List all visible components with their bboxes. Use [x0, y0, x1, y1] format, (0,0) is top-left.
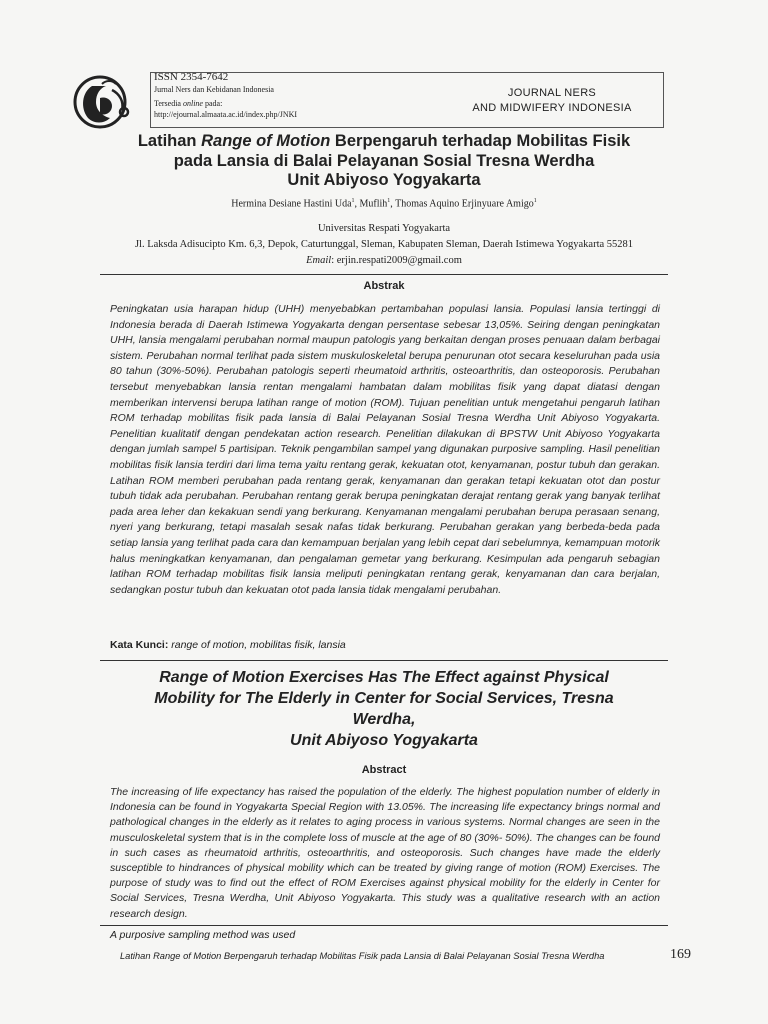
abstract-body: The increasing of life expectancy has raised the population of the elderly. The highest population number of elderly in Indonesia can be found in Yogyakarta Special Region with 13.05%. The increasing life expectancy brings normal and pathological changes in the elderly as it relates to aging process in various systems. Normal changes are seen in the musculoskeletal system that is in the complete loss of muscle at the age of 80 (30%- 50%). The changes can be found in such cases as rheumatoid arthritis, osteoarthritis, and osteoporosis. Such changes have made the elderly susceptible to hindrances of physical mobility which can be treated by giving range of motion (ROM) Exercises. The purpose of study was to find out the effect of ROM Exercises against physical mobility for the elderly in Center for Social Services, Tresna Werdha, Unit Abiyoso Yogyakarta. This study was a qualitative research with an action research design. — [110, 786, 660, 920]
availability-note — [154, 99, 222, 108]
abstract-continued: A purposive sampling method was used — [110, 929, 296, 941]
availability-suffix: pada: — [202, 99, 223, 108]
author-1: Hermina Desiane Hastini Uda — [231, 198, 352, 210]
affiliation-email-line — [60, 255, 708, 266]
english-title-line3: Werdha, — [352, 711, 416, 728]
author-3-affil: 1 — [533, 198, 537, 204]
paper-title — [60, 132, 708, 191]
english-title — [100, 667, 668, 751]
keywords-value: range of motion, mobilitas fisik, lansia — [168, 639, 346, 651]
abstrak-heading: Abstrak — [363, 280, 405, 292]
english-title-line1: Range of Motion Exercises Has The Effect against Physical — [159, 669, 609, 686]
english-title-line4: Unit Abiyoso Yogyakarta — [290, 732, 478, 749]
journal-title-block — [452, 86, 652, 116]
availability-online: online — [182, 99, 203, 108]
title-pre: Latihan — [137, 132, 202, 150]
author-2-affil: 1 — [387, 198, 391, 204]
author-sep-2: , — [390, 198, 396, 210]
author-3: Thomas Aquino Erjinyuare Amigo — [395, 198, 534, 210]
abstract-heading: Abstract — [361, 764, 407, 776]
affiliation-university: Universitas Respati Yogyakarta — [317, 223, 451, 234]
affiliation-address: Jl. Laksda Adisucipto Km. 6,3, Depok, Caturtunggal, Sleman, Kabupaten Sleman, Daerah Istimewa Yogyakarta 55281 — [134, 239, 634, 250]
title-italic: Range of Motion — [201, 132, 331, 150]
abstrak-body: Peningkatan usia harapan hidup (UHH) menyebabkan pertambahan populasi lansia. Populasi lansia tertinggi di Indonesia berada di Daerah Istimewa Yogyakarta dengan persentase sebesar 13,05%. Seiring dengan peningkatan UHH, lansia mengalami perubahan normal maupun patologis yang berkaitan dengan proses penuaan dalam berbagai sistem. Perubahan normal terlihat pada sistem muskuloskeletal berupa penurunan otot secara keseluruhan pada usia 80 tahun (30%-50%). Perubahan patologis seperti rheumatoid arthritis, osteoarthritis, dan osteoporosis. Perubahan tersebut menyebabkan lansia rentan mengalami hambatan dalam mobilitas fisik yang dapat diatasi dengan memberikan intervensi berupa latihan range of motion (ROM). Tujuan penelitian untuk mengetahui pengaruh latihan ROM terhadap mobilitas fisik pada lansia di Balai Pelayanan Sosial Tresna Werdha Unit Abiyoso Yogyakarta. Penelitian kualitatif dengan pendekatan action research. Penelitian dilakukan di BPSTW Unit Abiyoso Yogyakarta dengan jumlah sampel 5 partisipan. Teknik pengambilan sampel yang digunakan purposive sampling. Hasil penelitian mobilitas fisik lansia terdiri dari lima tema yaitu rentang gerak, kekuatan otot, kenyamanan, postur tubuh dan gerakan. Latihan ROM memberi perubahan pada rentang gerak, kenyamanan dan gerakan tetapi kekuatan otot dan postur tubuh tidak ada perubahan. Perubahan rentang gerak berupa peningkatan derajat rentang gerak yang banyak terlihat pada area leher dan kekakuan sendi yang berkurang. Kenyamanan mengalami perubahan berupa perasaan senang, nyeri yang berkurang, tetapi masalah sesak nafas tidak berkurang. Perubahan gerakan yang berbeda-beda pada setiap lansia yang terlihat pada cara dan kemampuan berjalan yang lebih cepat dari sebelumnya, kemampuan motorik halus meningkatkan kenyamanan, dan pengalaman gemetar yang berkurang. Kesimpulan ada pengaruh sebagian latihan ROM terhadap mobilitas fisik lansia meliputi peningkatan rentang gerak, kenyamanan dan cara berjalan, sedangkan postur tubuh dan kekuatan otot pada lansia tidak mengalami perubahan. — [110, 303, 660, 596]
keywords-label: Kata Kunci: — [110, 639, 169, 651]
availability-prefix: Tersedia — [154, 99, 183, 108]
journal-url[interactable]: http://ejournal.almaata.ac.id/index.php/JNKI — [154, 110, 298, 119]
author-list — [60, 198, 708, 209]
author-2: Muflih — [359, 198, 388, 210]
journal-title-line1: JOURNAL NERS — [507, 87, 597, 99]
author-1-affil: 1 — [351, 198, 355, 204]
email-address[interactable]: : erjin.respati2009@gmail.com — [331, 255, 462, 266]
keywords — [110, 639, 346, 651]
journal-name: Jurnal Ners dan Kebidanan Indonesia — [154, 85, 274, 94]
title-line3: Unit Abiyoso Yogyakarta — [287, 171, 481, 189]
title-line2: pada Lansia di Balai Pelayanan Sosial Tresna Werdha — [173, 151, 595, 170]
divider — [100, 274, 668, 275]
running-title: Latihan Range of Motion Berpengaruh terhadap Mobilitas Fisik pada Lansia di Balai Pelayanan Sosial Tresna Werdha — [120, 951, 605, 961]
divider — [100, 660, 668, 661]
journal-title-line2: AND MIDWIFERY INDONESIA — [472, 102, 632, 114]
issn: ISSN 2354-7642 — [154, 71, 229, 83]
english-title-line2: Mobility for The Elderly in Center for Social Services, Tresna — [154, 690, 614, 707]
page-number: 169 — [670, 947, 691, 962]
author-sep-1: , — [354, 198, 360, 210]
divider — [100, 925, 668, 926]
title-post: Berpengaruh terhadap Mobilitas Fisik — [330, 132, 631, 150]
journal-logo-icon — [72, 74, 148, 130]
email-label: Email — [306, 255, 332, 266]
